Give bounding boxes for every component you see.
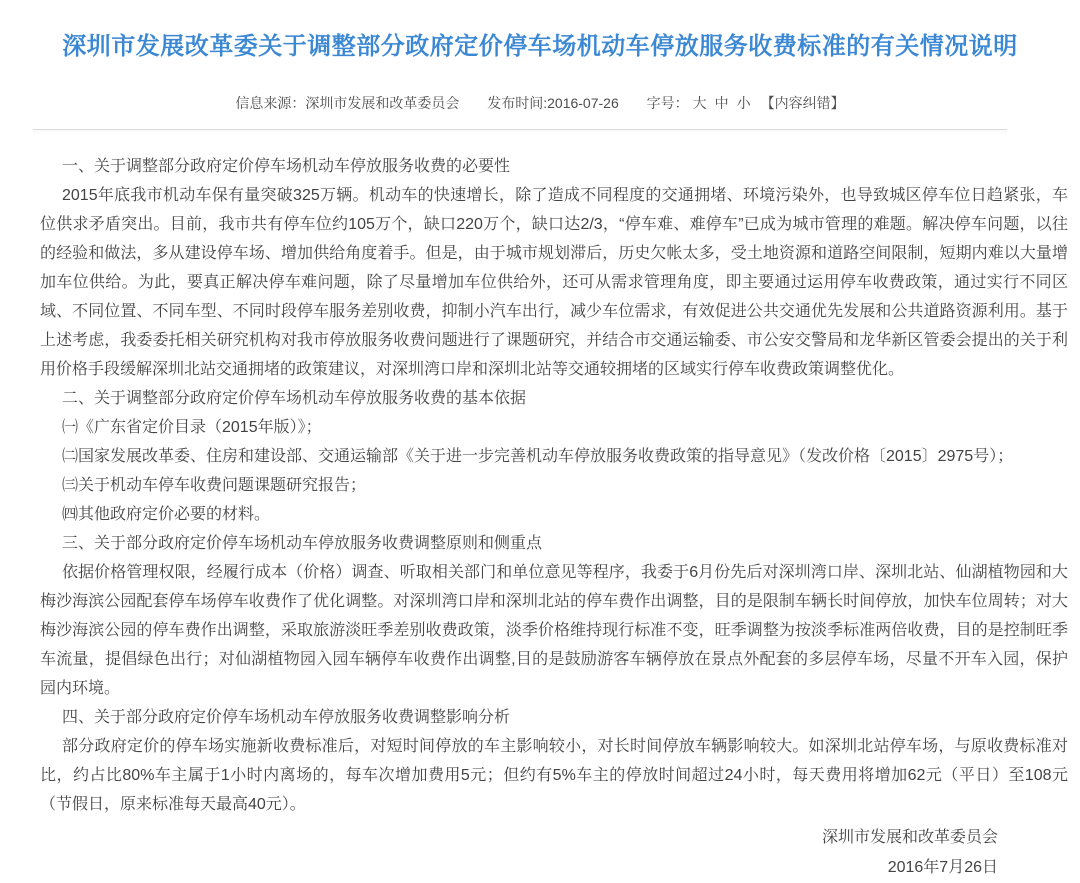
meta-bar <box>0 94 1080 112</box>
section-heading-2: 二、关于调整部分政府定价停车场机动车停放服务收费的基本依据 <box>62 390 527 407</box>
list-item-1: ㈠《广东省定价目录（2015年版）》； <box>62 419 322 436</box>
font-size-medium-link[interactable]: 中 <box>714 95 729 111</box>
section-heading-4: 四、关于部分政府定价停车场机动车停放服务收费调整影响分析 <box>62 709 511 726</box>
list-item-3: ㈢关于机动车停车收费问题课题研究报告； <box>62 477 367 494</box>
content-correction-link[interactable]: 【内容纠错】 <box>760 95 845 111</box>
font-size-switcher <box>647 95 845 111</box>
signature-block <box>0 823 1080 883</box>
info-source <box>235 95 459 111</box>
page-title: 深圳市发展改革委关于调整部分政府定价停车场机动车停放服务收费标准的有关情况说明 <box>62 33 1018 60</box>
signature-date: 2016年7月26日 <box>887 859 998 876</box>
signature-org: 深圳市发展和改革委员会 <box>821 829 998 846</box>
list-item-2: ㈡国家发展改革委、住房和建设部、交通运输部《关于进一步完善机动车停放服务收费政策的指导意见》（发改价格〔2015〕2975号）； <box>62 448 1014 465</box>
info-source-value: 深圳市发展和改革委员会 <box>305 95 460 111</box>
font-size-label: 字号： <box>646 95 689 111</box>
publish-time-label: 发布时间: <box>487 95 548 111</box>
paragraph: 2015年底我市机动车保有量突破325万辆。机动车的快速增长，除了造成不同程度的交通拥堵、环境污染外，也导致城区停车位日趋紧张，车位供求矛盾突出。目前，我市共有停车位约105万个，缺口220万个，缺口达2/3，“停车难、难停车”已成为城市管理的难题。解决停车问题，以往的经验和做法，多从建设停车场、增加供给角度着手。但是，由于城市规划滞后，历史欠帐太多，受土地资源和道路空间限制，短期内难以大量增加车位供给。为此，要真正解决停车难问题，除了尽量增加车位供给外，还可从需求管理角度，即主要通过运用停车收费政策，通过实行不同区域、不同位置、不同车型、不同时段停车服务差别收费，抑制小汽车出行，减少车位需求，有效促进公共交通优先发展和公共道路资源利用。基于上述考虑，我委委托相关研究机构对我市停放服务收费问题进行了课题研究，并结合市交通运输委、市公安交警局和龙华新区管委会提出的关于利用价格手段缓解深圳北站交通拥堵的政策建议，对深圳湾口岸和深圳北站等交通较拥堵的区域实行停车收费政策调整优化。 <box>40 187 1068 378</box>
article-body <box>40 152 1068 819</box>
publish-time-value: 2016-07-26 <box>547 95 619 111</box>
list-item-4: ㈣其他政府定价必要的材料。 <box>62 506 271 523</box>
header-divider <box>33 129 1007 130</box>
paragraph: 依据价格管理权限，经履行成本（价格）调查、听取相关部门和单位意见等程序，我委于6月份先后对深圳湾口岸、深圳北站、仙湖植物园和大梅沙海滨公园配套停车场停车收费作了优化调整。对深圳湾口岸和深圳北站的停车费作出调整，目的是限制车辆长时间停放，加快车位周转；对大梅沙海滨公园的停车费作出调整，采取旅游淡旺季差别收费政策，淡季价格维持现行标准不变，旺季调整为按淡季标准两倍收费，目的是控制旺季车流量，提倡绿色出行；对仙湖植物园入园车辆停车收费作出调整,目的是鼓励游客车辆停放在景点外配套的多层停车场，尽量不开车入园，保护园内环境。 <box>40 564 1068 697</box>
paragraph: 部分政府定价的停车场实施新收费标准后，对短时间停放的车主影响较小，对长时间停放车辆影响较大。如深圳北站停车场，与原收费标准对比，约占比80%车主属于1小时内离场的，每车次增加费用5元；但约有5%车主的停放时间超过24小时，每天费用将增加62元（平日）至108元（节假日，原来标准每天最高40元）。 <box>40 738 1068 813</box>
font-size-large-link[interactable]: 大 <box>692 95 707 111</box>
section-heading-1: 一、关于调整部分政府定价停车场机动车停放服务收费的必要性 <box>62 158 511 175</box>
info-source-label: 信息来源： <box>235 95 306 111</box>
section-heading-3: 三、关于部分政府定价停车场机动车停放服务收费调整原则和侧重点 <box>62 535 543 552</box>
publish-time <box>487 95 619 111</box>
font-size-small-link[interactable]: 小 <box>736 95 751 111</box>
